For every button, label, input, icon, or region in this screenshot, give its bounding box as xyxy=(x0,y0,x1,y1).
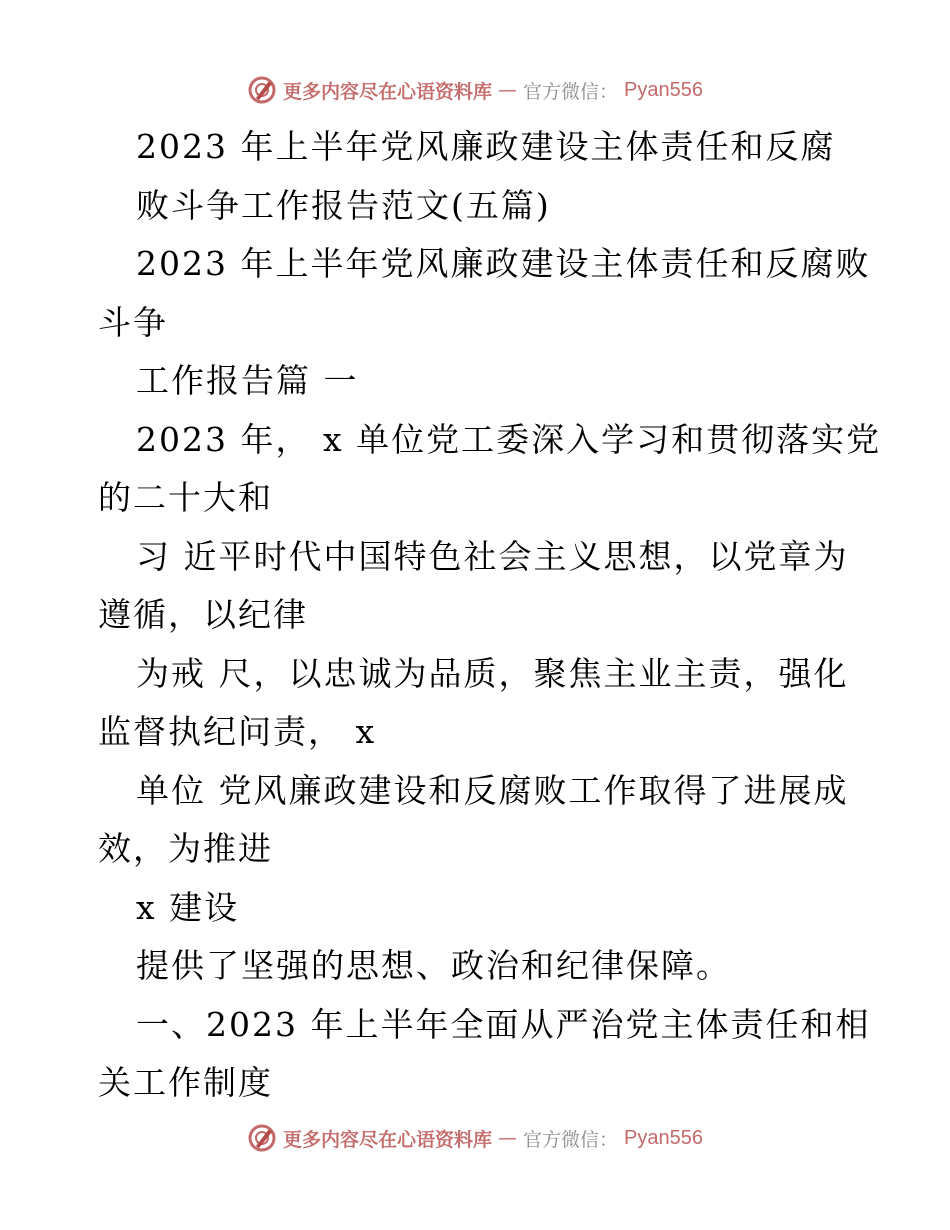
doc-line: 斗争 xyxy=(98,302,168,342)
doc-title-line-2: 败斗争工作报告范文(五篇) xyxy=(136,185,551,225)
watermark-main-text: 更多内容尽在心语资料库 xyxy=(283,1128,493,1151)
watermark-sub-text: 官方微信： xyxy=(523,80,619,103)
doc-line: 的二十大和 xyxy=(98,478,273,517)
doc-line: 习 近平时代中国特色社会主义思想，以党章为 xyxy=(136,536,849,576)
doc-line: 监督执纪问责， x xyxy=(98,712,377,751)
page-header-watermark xyxy=(0,70,950,110)
page-footer-watermark xyxy=(0,1118,950,1158)
doc-line: x 建设 xyxy=(136,887,240,927)
doc-line: 为戒 尺，以忠诚为品质，聚焦主业主责，强化 xyxy=(136,653,849,693)
watermark xyxy=(247,1123,703,1153)
doc-section-heading: 一、2023 年上半年全面从严治党主体责任和相 xyxy=(136,1004,871,1044)
watermark-handle: Pyan556 xyxy=(624,78,703,101)
doc-line: 关工作制度 xyxy=(98,1063,273,1102)
document-body xyxy=(98,118,882,1113)
doc-line: 提供了坚强的思想、政治和纪律保障。 xyxy=(136,946,731,985)
watermark-dash: — xyxy=(498,1127,518,1149)
watermark-dash: — xyxy=(498,79,518,101)
watermark xyxy=(247,75,703,105)
doc-title-line-1: 2023 年上半年党风廉政建设主体责任和反腐 xyxy=(136,127,836,166)
doc-line: 单位 党风廉政建设和反腐败工作取得了进展成 xyxy=(136,770,849,810)
doc-line: 2023 年， x 单位党工委深入学习和贯彻落实党 xyxy=(136,419,882,459)
doc-section-heading: 工作报告篇 一 xyxy=(136,361,359,400)
doc-line: 效，为推进 xyxy=(98,829,273,868)
watermark-handle: Pyan556 xyxy=(624,1126,703,1149)
doc-line: 2023 年上半年党风廉政建设主体责任和反腐败 xyxy=(136,244,871,283)
pen-logo-icon xyxy=(247,75,277,105)
pen-logo-icon xyxy=(247,1123,277,1153)
watermark-sub-text: 官方微信： xyxy=(523,1128,619,1151)
doc-line: 遵循，以纪律 xyxy=(98,595,308,634)
watermark-main-text: 更多内容尽在心语资料库 xyxy=(283,80,493,103)
